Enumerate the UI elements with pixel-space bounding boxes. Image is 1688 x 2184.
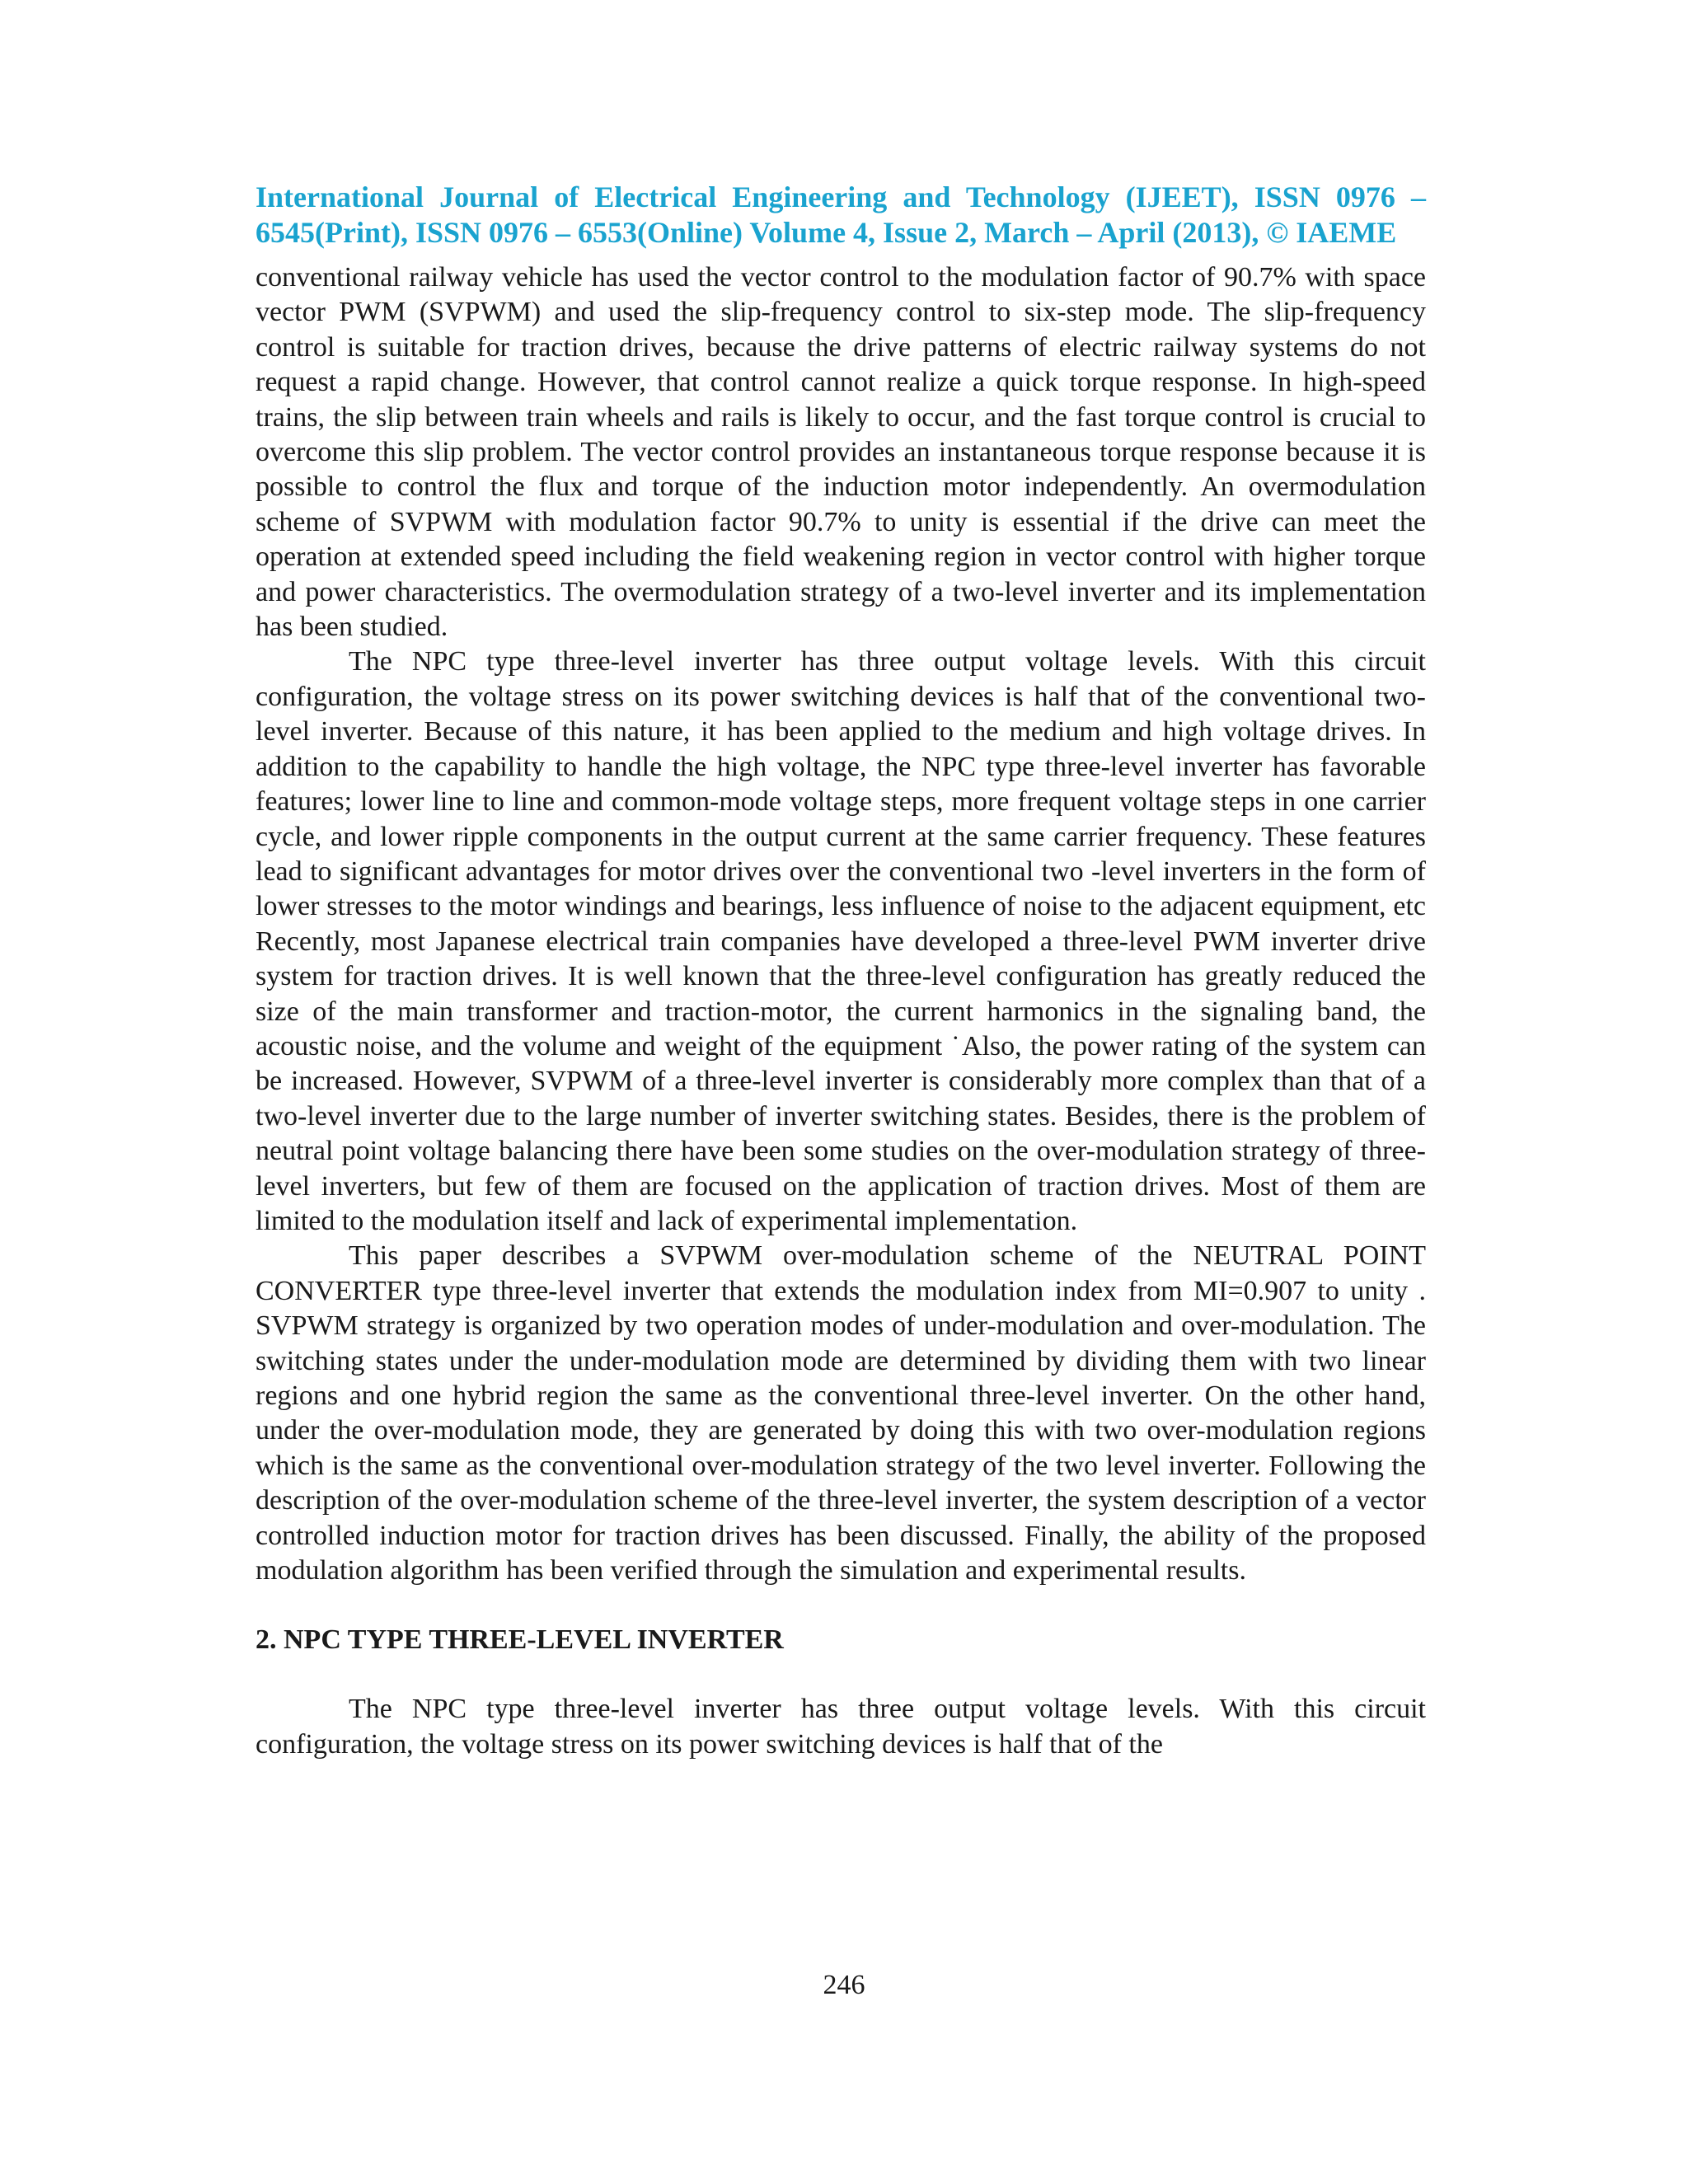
- journal-header: [256, 180, 1426, 251]
- body-text: [256, 260, 1426, 1762]
- section-paragraph: The NPC type three-level inverter has three output voltage levels. With this circuit configuration, the voltage stress on its power switching devices is half that of the: [256, 1694, 1426, 1760]
- page-number: 246: [823, 1970, 865, 2000]
- journal-header-line-2: 6545(Print), ISSN 0976 – 6553(Online) Volume 4, Issue 2, March – April (2013), © IAEME: [256, 216, 1397, 249]
- section-heading: 2. NPC TYPE THREE-LEVEL INVERTER: [256, 1624, 784, 1656]
- paragraph-paper-description: This paper describes a SVPWM over-modulation scheme of the NEUTRAL POINT CONVERTER type three-level inverter that extends the modulation index from MI=0.907 to unity . SVPWM strategy is organized by two operation modes of under-modulation and over-modulation. The switching states under the under-modulation mode are determined by dividing them with two linear regions and one hybrid region the same as the conventional three-level inverter. On the other hand, under the over-modulation mode, they are generated by doing this with two over-modulation regions which is the same as the conventional over-modulation strategy of the two level inverter. Following the description of the over-modulation scheme of the three-level inverter, the system description of a vector controlled induction motor for traction drives has been discussed. Finally, the ability of the proposed modulation algorithm has been verified through the simulation and experimental results.: [256, 1240, 1426, 1586]
- page-content: [256, 180, 1426, 1762]
- paragraph-npc-intro: The NPC type three-level inverter has three output voltage levels. With this circuit configuration, the voltage stress on its power switching devices is half that of the conventional two-level inverter. Because of this nature, it has been applied to the medium and high voltage drives. In addition to the capability to handle the high voltage, the NPC type three-level inverter has favorable features; lower line to line and common-mode voltage steps, more frequent voltage steps in one carrier cycle, and lower ripple components in the output current at the same carrier frequency. These features lead to significant advantages for motor drives over the conventional two -level inverters in the form of lower stresses to the motor windings and bearings, less influence of noise to the adjacent equipment, etc Recently, most Japanese electrical train companies have developed a three-level PWM inverter drive system for traction drives. It is well known that the three-level configuration has greatly reduced the size of the main transformer and traction-motor, the current harmonics in the signaling band, the acoustic noise, and the volume and weight of the equipment ˙Also, the power rating of the system can be increased. However, SVPWM of a three-level inverter is considerably more complex than that of a two-level inverter due to the large number of inverter switching states. Besides, there is the problem of neutral point voltage balancing there have been some studies on the over-modulation strategy of three-level inverters, but few of them are focused on the application of traction drives. Most of them are limited to the modulation itself and lack of experimental implementation.: [256, 646, 1426, 1236]
- paragraph-continued: conventional railway vehicle has used the vector control to the modulation factor of 90.7% with space vector PWM (SVPWM) and used the slip-frequency control to six-step mode. The slip-frequency control is suitable for traction drives, because the drive patterns of electric railway systems do not request a rapid change. However, that control cannot realize a quick torque response. In high-speed trains, the slip between train wheels and rails is likely to occur, and the fast torque control is crucial to overcome this slip problem. The vector control provides an instantaneous torque response because it is possible to control the flux and torque of the induction motor independently. An overmodulation scheme of SVPWM with modulation factor 90.7% to unity is essential if the drive can meet the operation at extended speed including the field weakening region in vector control with higher torque and power characteristics. The overmodulation strategy of a two-level inverter and its implementation has been studied.: [256, 262, 1426, 643]
- journal-header-line-1: International Journal of Electrical Engineering and Technology (IJEET), ISSN 0976 –: [256, 180, 1426, 213]
